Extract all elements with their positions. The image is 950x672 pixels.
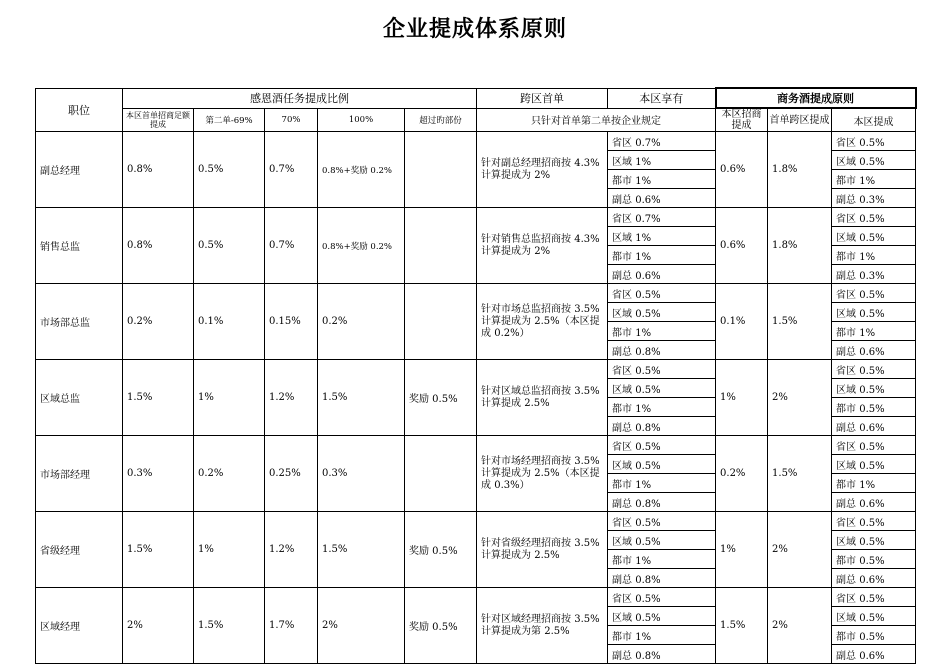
own-region-cell: 省区 0.5% <box>608 512 716 531</box>
header-70: 70% <box>265 108 318 132</box>
biz-own-cell: 省区 0.5% <box>832 132 916 151</box>
rule-cell: 针对市场经理招商按 3.5%计算提成为 2.5%（本区提成 0.3%） <box>477 436 608 512</box>
biz-own-cell: 都市 0.5% <box>832 550 916 569</box>
table-row <box>36 360 916 379</box>
table-row <box>36 512 916 531</box>
biz-own-first-cell: 1% <box>716 512 768 588</box>
own-region-cell: 都市 1% <box>608 398 716 417</box>
biz-own-first-cell: 0.1% <box>716 284 768 360</box>
own-region-cell: 区域 0.5% <box>608 303 716 322</box>
first-order-full-cell: 0.8% <box>123 208 194 284</box>
biz-own-cell: 区域 0.5% <box>832 531 916 550</box>
second-order-cell: 0.5% <box>194 208 265 284</box>
biz-own-cell: 副总 0.3% <box>832 265 916 284</box>
over-cell <box>405 436 477 512</box>
first-order-full-cell: 1.5% <box>123 360 194 436</box>
biz-own-cell: 区域 0.5% <box>832 455 916 474</box>
own-region-cell: 副总 0.8% <box>608 493 716 512</box>
position-cell: 市场部经理 <box>36 436 123 512</box>
position-cell: 区域经理 <box>36 588 123 664</box>
own-region-cell: 省区 0.5% <box>608 436 716 455</box>
header-own-region: 本区享有 <box>608 88 716 108</box>
own-region-cell: 省区 0.5% <box>608 360 716 379</box>
own-region-cell: 省区 0.7% <box>608 132 716 151</box>
biz-own-cell: 都市 1% <box>832 474 916 493</box>
header-second-order: 第二单-69% <box>194 108 265 132</box>
own-region-cell: 区域 1% <box>608 227 716 246</box>
p100-cell: 1.5% <box>318 360 405 436</box>
own-region-cell: 区域 0.5% <box>608 379 716 398</box>
position-cell: 副总经理 <box>36 132 123 208</box>
p70-cell: 1.7% <box>265 588 318 664</box>
p100-cell: 1.5% <box>318 512 405 588</box>
biz-cross-first-cell: 1.5% <box>768 284 832 360</box>
own-region-cell: 副总 0.8% <box>608 341 716 360</box>
biz-own-cell: 都市 1% <box>832 322 916 341</box>
first-order-full-cell: 0.2% <box>123 284 194 360</box>
p70-cell: 0.7% <box>265 208 318 284</box>
over-cell: 奖励 0.5% <box>405 588 477 664</box>
own-region-cell: 副总 0.8% <box>608 569 716 588</box>
second-order-cell: 1% <box>194 512 265 588</box>
table-row <box>36 436 916 455</box>
first-order-full-cell: 2% <box>123 588 194 664</box>
biz-own-first-cell: 1% <box>716 360 768 436</box>
own-region-cell: 省区 0.5% <box>608 284 716 303</box>
header-first-order-full: 本区首单招商足额提成 <box>123 108 194 132</box>
second-order-cell: 0.5% <box>194 132 265 208</box>
header-100: 100% <box>318 108 405 132</box>
own-region-cell: 都市 1% <box>608 474 716 493</box>
own-region-cell: 区域 1% <box>608 151 716 170</box>
own-region-cell: 副总 0.6% <box>608 189 716 208</box>
p100-cell: 0.8%+奖励 0.2% <box>318 132 405 208</box>
over-cell <box>405 208 477 284</box>
biz-cross-first-cell: 2% <box>768 512 832 588</box>
header-rule-note: 只针对首单第二单按企业规定 <box>477 108 716 132</box>
header-ganen-group: 感恩酒任务提成比例 <box>123 88 477 108</box>
biz-own-cell: 省区 0.5% <box>832 360 916 379</box>
biz-cross-first-cell: 2% <box>768 360 832 436</box>
page-title: 企业提成体系原则 <box>382 17 567 42</box>
table-row <box>36 588 916 607</box>
position-cell: 省级经理 <box>36 512 123 588</box>
biz-own-cell: 省区 0.5% <box>832 512 916 531</box>
biz-own-cell: 省区 0.5% <box>832 588 916 607</box>
biz-cross-first-cell: 2% <box>768 588 832 664</box>
rule-cell: 针对销售总监招商按 4.3%计算提成为 2% <box>477 208 608 284</box>
header-position: 职位 <box>36 88 123 132</box>
rule-cell: 针对区域总监招商按 3.5%计算提成 2.5% <box>477 360 608 436</box>
over-cell <box>405 132 477 208</box>
second-order-cell: 0.2% <box>194 436 265 512</box>
p100-cell: 0.8%+奖励 0.2% <box>318 208 405 284</box>
own-region-cell: 副总 0.6% <box>608 265 716 284</box>
commission-table <box>35 87 917 664</box>
biz-own-cell: 区域 0.5% <box>832 607 916 626</box>
biz-cross-first-cell: 1.8% <box>768 132 832 208</box>
second-order-cell: 1.5% <box>194 588 265 664</box>
biz-own-cell: 区域 0.5% <box>832 303 916 322</box>
over-cell: 奖励 0.5% <box>405 360 477 436</box>
biz-own-cell: 都市 1% <box>832 246 916 265</box>
biz-cross-first-cell: 1.5% <box>768 436 832 512</box>
biz-own-first-cell: 0.6% <box>716 208 768 284</box>
own-region-cell: 都市 1% <box>608 626 716 645</box>
biz-own-cell: 副总 0.6% <box>832 645 916 664</box>
first-order-full-cell: 0.3% <box>123 436 194 512</box>
biz-own-cell: 省区 0.5% <box>832 284 916 303</box>
biz-own-first-cell: 1.5% <box>716 588 768 664</box>
own-region-cell: 省区 0.7% <box>608 208 716 227</box>
second-order-cell: 0.1% <box>194 284 265 360</box>
second-order-cell: 1% <box>194 360 265 436</box>
header-biz-own-first: 本区招商提成 <box>716 108 768 132</box>
own-region-cell: 副总 0.8% <box>608 645 716 664</box>
rule-cell: 针对市场总监招商按 3.5%计算提成为 2.5%（本区提成 0.2%） <box>477 284 608 360</box>
biz-own-cell: 副总 0.6% <box>832 417 916 436</box>
biz-own-cell: 副总 0.6% <box>832 341 916 360</box>
p70-cell: 0.7% <box>265 132 318 208</box>
biz-own-cell: 都市 0.5% <box>832 626 916 645</box>
biz-own-cell: 副总 0.6% <box>832 493 916 512</box>
rule-cell: 针对副总经理招商按 4.3%计算提成为 2% <box>477 132 608 208</box>
own-region-cell: 省区 0.5% <box>608 588 716 607</box>
header-biz-cross-first: 首单跨区提成 <box>768 108 832 132</box>
biz-own-cell: 都市 1% <box>832 170 916 189</box>
own-region-cell: 都市 1% <box>608 322 716 341</box>
header-row-2 <box>36 108 916 132</box>
own-region-cell: 区域 0.5% <box>608 607 716 626</box>
biz-own-cell: 副总 0.3% <box>832 189 916 208</box>
rule-cell: 针对区域经理招商按 3.5%计算提成为第 2.5% <box>477 588 608 664</box>
own-region-cell: 区域 0.5% <box>608 455 716 474</box>
own-region-cell: 区域 0.5% <box>608 531 716 550</box>
biz-own-cell: 都市 0.5% <box>832 398 916 417</box>
biz-own-cell: 区域 0.5% <box>832 227 916 246</box>
own-region-cell: 都市 1% <box>608 246 716 265</box>
p70-cell: 1.2% <box>265 512 318 588</box>
first-order-full-cell: 0.8% <box>123 132 194 208</box>
p100-cell: 2% <box>318 588 405 664</box>
own-region-cell: 副总 0.8% <box>608 417 716 436</box>
over-cell <box>405 284 477 360</box>
biz-cross-first-cell: 1.8% <box>768 208 832 284</box>
biz-own-cell: 省区 0.5% <box>832 208 916 227</box>
own-region-cell: 都市 1% <box>608 550 716 569</box>
table-row <box>36 132 916 151</box>
table-row <box>36 208 916 227</box>
header-over: 超过旳部份 <box>405 108 477 132</box>
own-region-cell: 都市 1% <box>608 170 716 189</box>
biz-own-cell: 副总 0.6% <box>832 569 916 588</box>
header-row-1 <box>36 88 916 108</box>
position-cell: 销售总监 <box>36 208 123 284</box>
header-biz-own: 本区提成 <box>832 108 916 132</box>
p100-cell: 0.2% <box>318 284 405 360</box>
table-row <box>36 284 916 303</box>
p70-cell: 1.2% <box>265 360 318 436</box>
header-business-group: 商务酒提成原则 <box>716 88 916 108</box>
biz-own-first-cell: 0.6% <box>716 132 768 208</box>
position-cell: 区域总监 <box>36 360 123 436</box>
p70-cell: 0.15% <box>265 284 318 360</box>
p100-cell: 0.3% <box>318 436 405 512</box>
p70-cell: 0.25% <box>265 436 318 512</box>
over-cell: 奖励 0.5% <box>405 512 477 588</box>
biz-own-cell: 省区 0.5% <box>832 436 916 455</box>
position-cell: 市场部总监 <box>36 284 123 360</box>
header-cross-region: 跨区首单 <box>477 88 608 108</box>
biz-own-cell: 区域 0.5% <box>832 379 916 398</box>
biz-own-first-cell: 0.2% <box>716 436 768 512</box>
biz-own-cell: 区域 0.5% <box>832 151 916 170</box>
first-order-full-cell: 1.5% <box>123 512 194 588</box>
rule-cell: 针对省级经理招商按 3.5%计算提成为 2.5% <box>477 512 608 588</box>
